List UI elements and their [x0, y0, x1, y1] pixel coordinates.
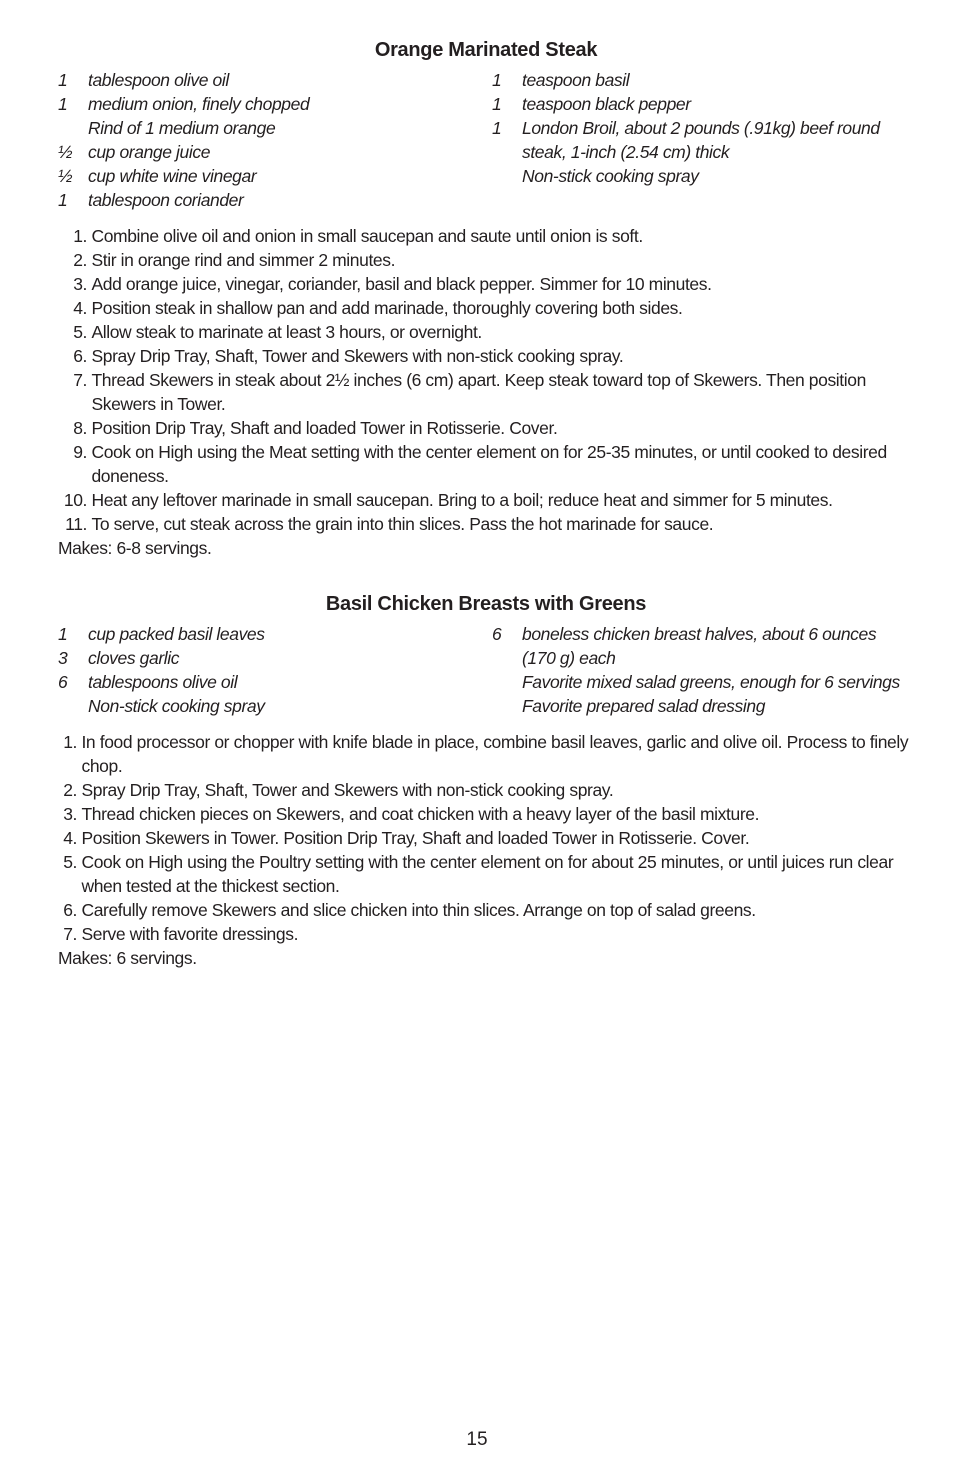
- step-text: To serve, cut steak across the grain into thin slices. Pass the hot marinade for sauce.: [91, 514, 714, 534]
- step-number: 2.: [73, 250, 87, 270]
- servings-note: Makes: 6-8 servings.: [58, 538, 212, 558]
- ingredients-left-column: [58, 68, 492, 212]
- instruction-step: [58, 224, 914, 248]
- ingredient-qty: [492, 694, 522, 718]
- step-text: Allow steak to marinate at least 3 hours, or overnight.: [91, 322, 482, 342]
- instruction-step: [58, 416, 914, 440]
- ingredient-text: cup packed basil leaves: [88, 624, 265, 644]
- ingredient-text: teaspoon black pepper: [522, 94, 691, 114]
- instruction-step: [58, 730, 914, 778]
- step-number: 5.: [63, 852, 77, 872]
- step-text: Combine olive oil and onion in small saucepan and saute until onion is soft.: [91, 226, 643, 246]
- recipe-basil-chicken-breasts: [58, 590, 914, 970]
- ingredient-item: [492, 694, 914, 718]
- instruction-step: [58, 512, 914, 536]
- ingredient-qty: [492, 164, 522, 188]
- step-text: Cook on High using the Poultry setting with the center element on for about 25 minutes, or until juices run clear when tested at the thickest section.: [81, 852, 894, 896]
- ingredient-item: [58, 116, 492, 140]
- step-text: Heat any leftover marinade in small saucepan. Bring to a boil; reduce heat and simmer for 5 minutes.: [91, 490, 833, 510]
- ingredient-qty: 6: [492, 624, 502, 644]
- ingredients-right-column: [492, 622, 914, 718]
- step-number: 7.: [63, 924, 77, 944]
- recipe-orange-marinated-steak: [58, 36, 914, 560]
- ingredients: [58, 622, 914, 718]
- instruction-step: [58, 922, 914, 946]
- ingredient-qty: 1: [58, 70, 68, 90]
- recipe-title: Orange Marinated Steak: [374, 39, 598, 61]
- step-number: 4.: [73, 298, 87, 318]
- instruction-step: [58, 296, 914, 320]
- ingredient-qty: 1: [492, 118, 502, 138]
- ingredient-text: tablespoon coriander: [88, 190, 244, 210]
- step-number: 4.: [63, 828, 77, 848]
- step-number: 1.: [63, 732, 77, 752]
- instruction-step: [58, 368, 914, 416]
- ingredient-text: medium onion, finely chopped: [88, 94, 310, 114]
- ingredient-item: [492, 116, 914, 164]
- step-number: 10.: [63, 490, 87, 510]
- step-text: Thread Skewers in steak about 2½ inches (6 cm) apart. Keep steak toward top of Skewers. Then position Skewers in Tower.: [91, 370, 866, 414]
- ingredient-item: [58, 164, 492, 188]
- step-number: 5.: [73, 322, 87, 342]
- ingredients-right-column: [492, 68, 914, 212]
- instruction-step: [58, 778, 914, 802]
- ingredient-qty: 1: [492, 70, 502, 90]
- step-text: Spray Drip Tray, Shaft, Tower and Skewers with non-stick cooking spray.: [81, 780, 614, 800]
- step-text: Serve with favorite dressings.: [81, 924, 299, 944]
- ingredient-text: Rind of 1 medium orange: [88, 118, 276, 138]
- ingredient-qty: 1: [58, 624, 68, 644]
- ingredient-text: cloves garlic: [88, 648, 180, 668]
- ingredient-item: [492, 622, 914, 670]
- instructions: [58, 730, 914, 946]
- ingredient-text: tablespoon olive oil: [88, 70, 229, 90]
- ingredient-text: teaspoon basil: [522, 70, 630, 90]
- step-text: Position steak in shallow pan and add marinade, thoroughly covering both sides.: [91, 298, 683, 318]
- step-text: Position Skewers in Tower. Position Drip Tray, Shaft and loaded Tower in Rotisserie. Cover.: [81, 828, 750, 848]
- recipe-title: Basil Chicken Breasts with Greens: [325, 593, 647, 615]
- ingredient-text: cup orange juice: [88, 142, 211, 162]
- ingredient-qty: 6: [58, 672, 68, 692]
- instruction-step: [58, 440, 914, 488]
- step-text: Position Drip Tray, Shaft and loaded Tower in Rotisserie. Cover.: [91, 418, 558, 438]
- ingredients: [58, 68, 914, 212]
- ingredient-item: [58, 92, 492, 116]
- ingredient-item: [58, 670, 492, 694]
- step-text: Cook on High using the Meat setting with the center element on for 25-35 minutes, or until cooked to desired doneness.: [91, 442, 887, 486]
- instruction-step: [58, 898, 914, 922]
- step-text: Thread chicken pieces on Skewers, and coat chicken with a heavy layer of the basil mixture.: [81, 804, 760, 824]
- step-text: Carefully remove Skewers and slice chicken into thin slices. Arrange on top of salad greens.: [81, 900, 756, 920]
- ingredients-left-column: [58, 622, 492, 718]
- ingredient-item: [492, 68, 914, 92]
- page-number: 15: [466, 1429, 488, 1450]
- ingredient-item: [58, 188, 492, 212]
- instruction-step: [58, 826, 914, 850]
- ingredient-text: boneless chicken breast halves, about 6 ounces (170 g) each: [522, 624, 877, 668]
- ingredient-text: Favorite prepared salad dressing: [522, 696, 766, 716]
- step-number: 8.: [73, 418, 87, 438]
- step-number: 2.: [63, 780, 77, 800]
- ingredient-qty: ½: [58, 142, 73, 162]
- servings-note: Makes: 6 servings.: [58, 948, 197, 968]
- step-text: Stir in orange rind and simmer 2 minutes.: [91, 250, 396, 270]
- ingredient-text: London Broil, about 2 pounds (.91kg) beef round steak, 1-inch (2.54 cm) thick: [522, 118, 880, 162]
- ingredient-text: Non-stick cooking spray: [522, 166, 699, 186]
- ingredient-item: [58, 68, 492, 92]
- ingredient-qty: 1: [492, 94, 502, 114]
- ingredient-qty: [58, 694, 88, 718]
- instruction-step: [58, 488, 914, 512]
- ingredient-item: [492, 670, 914, 694]
- ingredient-qty: [58, 116, 88, 140]
- step-text: In food processor or chopper with knife blade in place, combine basil leaves, garlic and olive oil. Process to finely chop.: [81, 732, 909, 776]
- step-number: 9.: [73, 442, 87, 462]
- ingredient-text: tablespoons olive oil: [88, 672, 238, 692]
- instruction-step: [58, 248, 914, 272]
- ingredient-item: [58, 646, 492, 670]
- step-number: 1.: [73, 226, 87, 246]
- ingredient-qty: 1: [58, 190, 68, 210]
- step-number: 11.: [65, 514, 87, 534]
- ingredient-item: [58, 694, 492, 718]
- step-number: 6.: [73, 346, 87, 366]
- instruction-step: [58, 802, 914, 826]
- step-number: 3.: [73, 274, 87, 294]
- ingredient-text: cup white wine vinegar: [88, 166, 257, 186]
- instructions: [58, 224, 914, 536]
- step-text: Add orange juice, vinegar, coriander, basil and black pepper. Simmer for 10 minutes.: [91, 274, 712, 294]
- instruction-step: [58, 320, 914, 344]
- ingredient-qty: [492, 670, 522, 694]
- step-number: 7.: [73, 370, 87, 390]
- instruction-step: [58, 850, 914, 898]
- ingredient-text: Favorite mixed salad greens, enough for 6 servings: [522, 672, 900, 692]
- ingredient-qty: 3: [58, 648, 68, 668]
- step-text: Spray Drip Tray, Shaft, Tower and Skewers with non-stick cooking spray.: [91, 346, 624, 366]
- instruction-step: [58, 272, 914, 296]
- ingredient-qty: ½: [58, 166, 73, 186]
- ingredient-item: [492, 92, 914, 116]
- ingredient-item: [58, 622, 492, 646]
- ingredient-qty: 1: [58, 94, 68, 114]
- ingredient-item: [58, 140, 492, 164]
- ingredient-item: [492, 164, 914, 188]
- ingredient-text: Non-stick cooking spray: [88, 696, 265, 716]
- step-number: 3.: [63, 804, 77, 824]
- step-number: 6.: [63, 900, 77, 920]
- instruction-step: [58, 344, 914, 368]
